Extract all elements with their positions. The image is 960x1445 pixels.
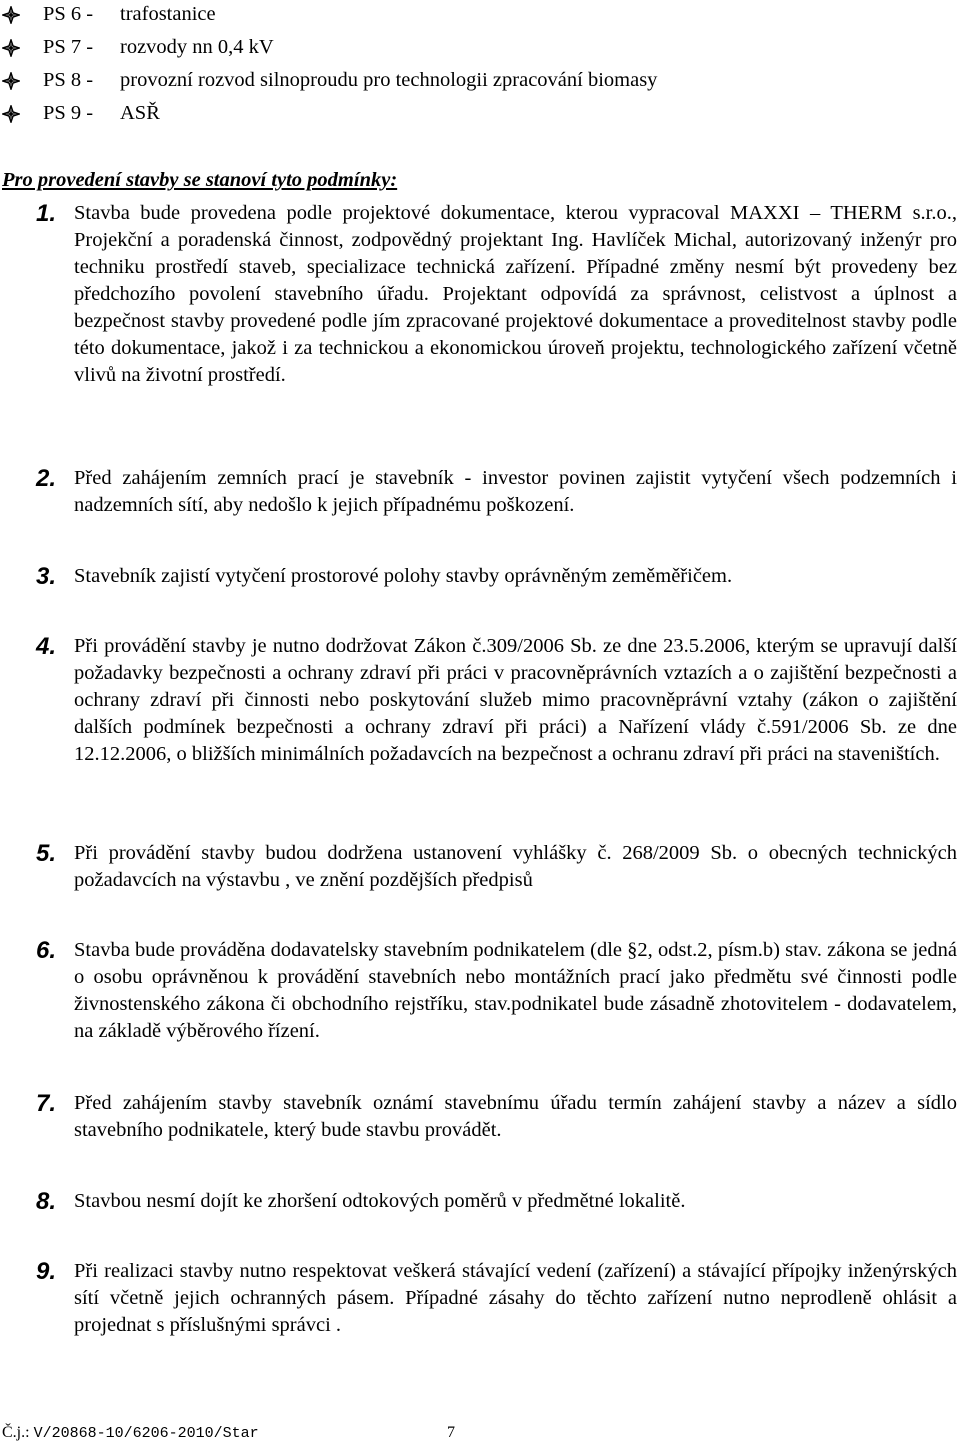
condition-number: 2. [36, 465, 57, 492]
condition-text [74, 1188, 957, 1215]
page-number: 7 [447, 1424, 455, 1441]
diamond-bullet-icon [2, 72, 20, 90]
condition-number: 4. [36, 633, 57, 660]
bullet-text: trafostanice [120, 3, 216, 25]
condition-text [74, 563, 957, 590]
condition-number: 6. [36, 937, 57, 964]
condition-text [74, 937, 957, 1045]
page-footer [2, 1422, 902, 1444]
condition-number: 1. [36, 200, 57, 227]
condition-number: 5. [36, 840, 57, 867]
condition-number: 9. [36, 1258, 57, 1285]
condition-text [74, 633, 957, 768]
condition-paragraph: Projektant odpovídá za správnost, celistvost a úplnost a bezpečnost stavby provedené podle jím zpracované projektové dokumentace a proveditelnost stavby podle této dokumentace, jakož i za technickou a ekonomickou úroveň projektu, technologického zařízení včetně vlivů na životní prostředí. [74, 283, 957, 386]
condition-number: 3. [36, 563, 57, 590]
condition-paragraph: Před zahájením zemních prací je stavebník - investor povinen zajistit vytyčení všech podzemních i nadzemních sítí, aby nedošlo k jejich případnému poškození. [74, 467, 957, 516]
condition-number: 7. [36, 1090, 57, 1117]
bullet-text: rozvody nn 0,4 kV [120, 36, 274, 58]
diamond-bullet-icon [2, 39, 20, 57]
condition-paragraph: Stavba bude prováděna dodavatelsky stavebním podnikatelem (dle §2, odst.2, písm.b) stav. zákona se jedná o osobu oprávněnou k provádění stavebních nebo montážních prací jako předmětu své činnosti podle živnostenského zákona či obchodního rejstříku, stav.podnikatel bude zásadně zhotovitelem - dodavatelem, na základě výběrového řízení. [74, 939, 957, 1042]
bullet-code: PS 8 - [43, 69, 94, 91]
condition-paragraph: Při provádění stavby budou dodržena ustanovení vyhlášky č. 268/2009 Sb. o obecných technických požadavcích na výstavbu , ve znění pozdějších předpisů [74, 842, 957, 891]
diamond-bullet-icon [2, 6, 20, 24]
condition-paragraph: Při realizaci stavby nutno respektovat veškerá stávající vedení (zařízení) a stávající přípojky inženýrských sítí včetně jejich ochranných pásem. Případné zásahy do těchto zařízení nutno neprodleně ohlásit a projednat s příslušnými správci . [74, 1260, 957, 1336]
bullet-code: PS 9 - [43, 102, 94, 124]
condition-text [74, 1090, 957, 1144]
condition-paragraph: Stavba bude provedena podle projektové dokumentace, kterou vypracoval MAXXI – THERM s.r.o., Projekční a poradenská činnost, zodpovědný projektant Ing. Havlíček Michal, autorizovaný inženýr pro techniku prostředí staveb, specializace technická zařízení. Případné změny nesmí být provedeny bez předchozího povolení stavebního úřadu. [74, 202, 957, 305]
condition-number: 8. [36, 1188, 57, 1215]
reference-number: V/20868-10/6206-2010/Star [33, 1425, 259, 1442]
condition-text [74, 200, 957, 389]
conditions-heading: Pro provedení stavby se stanoví tyto podmínky: [2, 169, 398, 191]
bullet-code: PS 7 - [43, 36, 94, 58]
condition-paragraph: Stavbou nesmí dojít ke zhoršení odtokových poměrů v předmětné lokalitě. [74, 1190, 686, 1212]
bullet-text: ASŘ [120, 102, 160, 124]
bullet-text: provozní rozvod silnoproudu pro technologii zpracování biomasy [120, 69, 658, 91]
condition-paragraph: Stavebník zajistí vytyčení prostorové polohy stavby oprávněným zeměměřičem. [74, 565, 733, 587]
condition-paragraph: Před zahájením stavby stavebník oznámí stavebnímu úřadu termín zahájení stavby a název a sídlo stavebního podnikatele, který bude stavbu provádět. [74, 1092, 957, 1141]
diamond-bullet-icon [2, 105, 20, 123]
reference-label: Č.j.: [2, 1424, 30, 1441]
bullet-code: PS 6 - [43, 3, 94, 25]
condition-paragraph: Při provádění stavby je nutno dodržovat Zákon č.309/2006 Sb. ze dne 23.5.2006, kterým se upravují další požadavky bezpečnosti a ochrany zdraví při práci v pracovněprávních vztazích a o zajištění bezpečnosti a ochrany zdraví při činnosti nebo poskytování služeb mimo pracovněprávní vztahy (zákon o zajištění dalších podmínek bezpečnosti a ochrany zdraví při práci) a Nařízení vlády č.591/2006 Sb. ze dne 12.12.2006, o bližších minimálních požadavcích na bezpečnost a ochranu zdraví při práci na staveništích. [74, 635, 957, 765]
condition-text [74, 465, 957, 519]
condition-text [74, 1258, 957, 1339]
condition-text [74, 840, 957, 894]
